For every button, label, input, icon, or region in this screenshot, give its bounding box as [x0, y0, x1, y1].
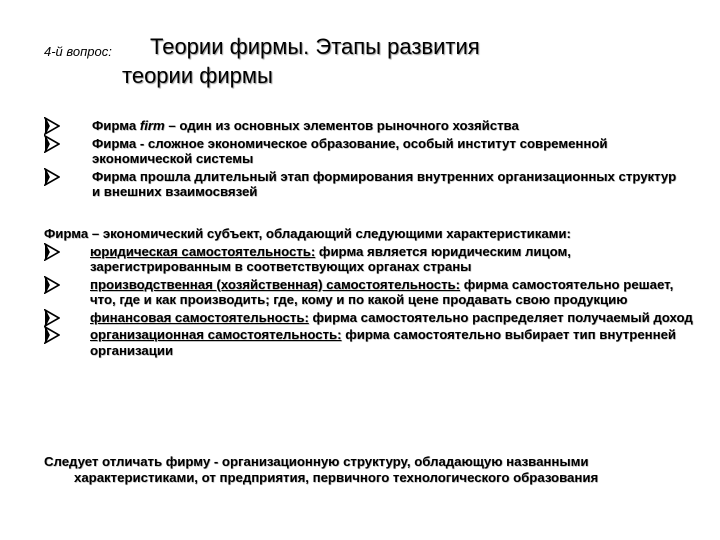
characteristic-desc: фирма является юридическим лицом, зарегистрированным в соответствующих органах страны	[90, 243, 571, 274]
bullet-item	[44, 118, 684, 134]
bullet-item	[44, 169, 684, 200]
arrow-bullet-icon	[44, 276, 60, 294]
title-line-1: Теории фирмы. Этапы развития	[150, 34, 480, 59]
bullet-text-pre: Фирма	[92, 118, 140, 133]
bullet-text: Фирма прошла длительный этап формирования внутренних организационных структур и внешних взаимосвязей	[92, 168, 677, 199]
characteristic-item	[44, 310, 694, 326]
title-line-2: теории фирмы	[122, 63, 273, 88]
firm-intro: Фирма – экономический субъект, обладающий следующими характеристиками:	[44, 226, 571, 241]
characteristic-item	[44, 277, 694, 308]
bullet-text-post: – один из основных элементов рыночного хозяйства	[164, 118, 519, 133]
arrow-bullet-icon	[44, 326, 60, 344]
characteristic-term: юридическая самостоятельность:	[90, 243, 316, 259]
closing-note	[44, 454, 644, 485]
characteristic-term: производственная (хозяйственная) самостоятельность:	[90, 276, 461, 292]
bullet-text-em: firm	[139, 118, 165, 133]
bullet-item	[44, 136, 684, 167]
firm-bullets	[44, 118, 684, 202]
arrow-bullet-icon	[44, 168, 60, 186]
question-label: 4-й вопрос:	[44, 44, 112, 59]
firm-characteristics	[44, 226, 694, 360]
characteristic-term: организационная самостоятельность:	[90, 327, 342, 342]
bullet-text: Фирма - сложное экономическое образование, особый институт современной экономической системы	[92, 135, 608, 166]
characteristic-desc: фирма самостоятельно решает, что, где и как производить; где, кому и по какой цене продавать свою продукцию	[90, 276, 674, 307]
characteristic-term: финансовая самостоятельность:	[90, 309, 309, 325]
arrow-bullet-icon	[44, 309, 60, 327]
closing-note-text: Следует отличать фирму - организационную структуру, обладающую названными характеристиками, от предприятия, первичного технологического образования	[44, 454, 599, 485]
arrow-bullet-icon	[44, 243, 60, 261]
arrow-bullet-icon	[44, 135, 60, 153]
characteristic-desc: фирма самостоятельно выбирает тип внутренней организации	[90, 327, 677, 358]
characteristic-item	[44, 327, 694, 358]
characteristic-desc: фирма самостоятельно распределяет получаемый доход	[308, 309, 693, 325]
arrow-bullet-icon	[44, 117, 60, 135]
characteristic-item	[44, 244, 694, 275]
slide-title	[122, 32, 682, 90]
